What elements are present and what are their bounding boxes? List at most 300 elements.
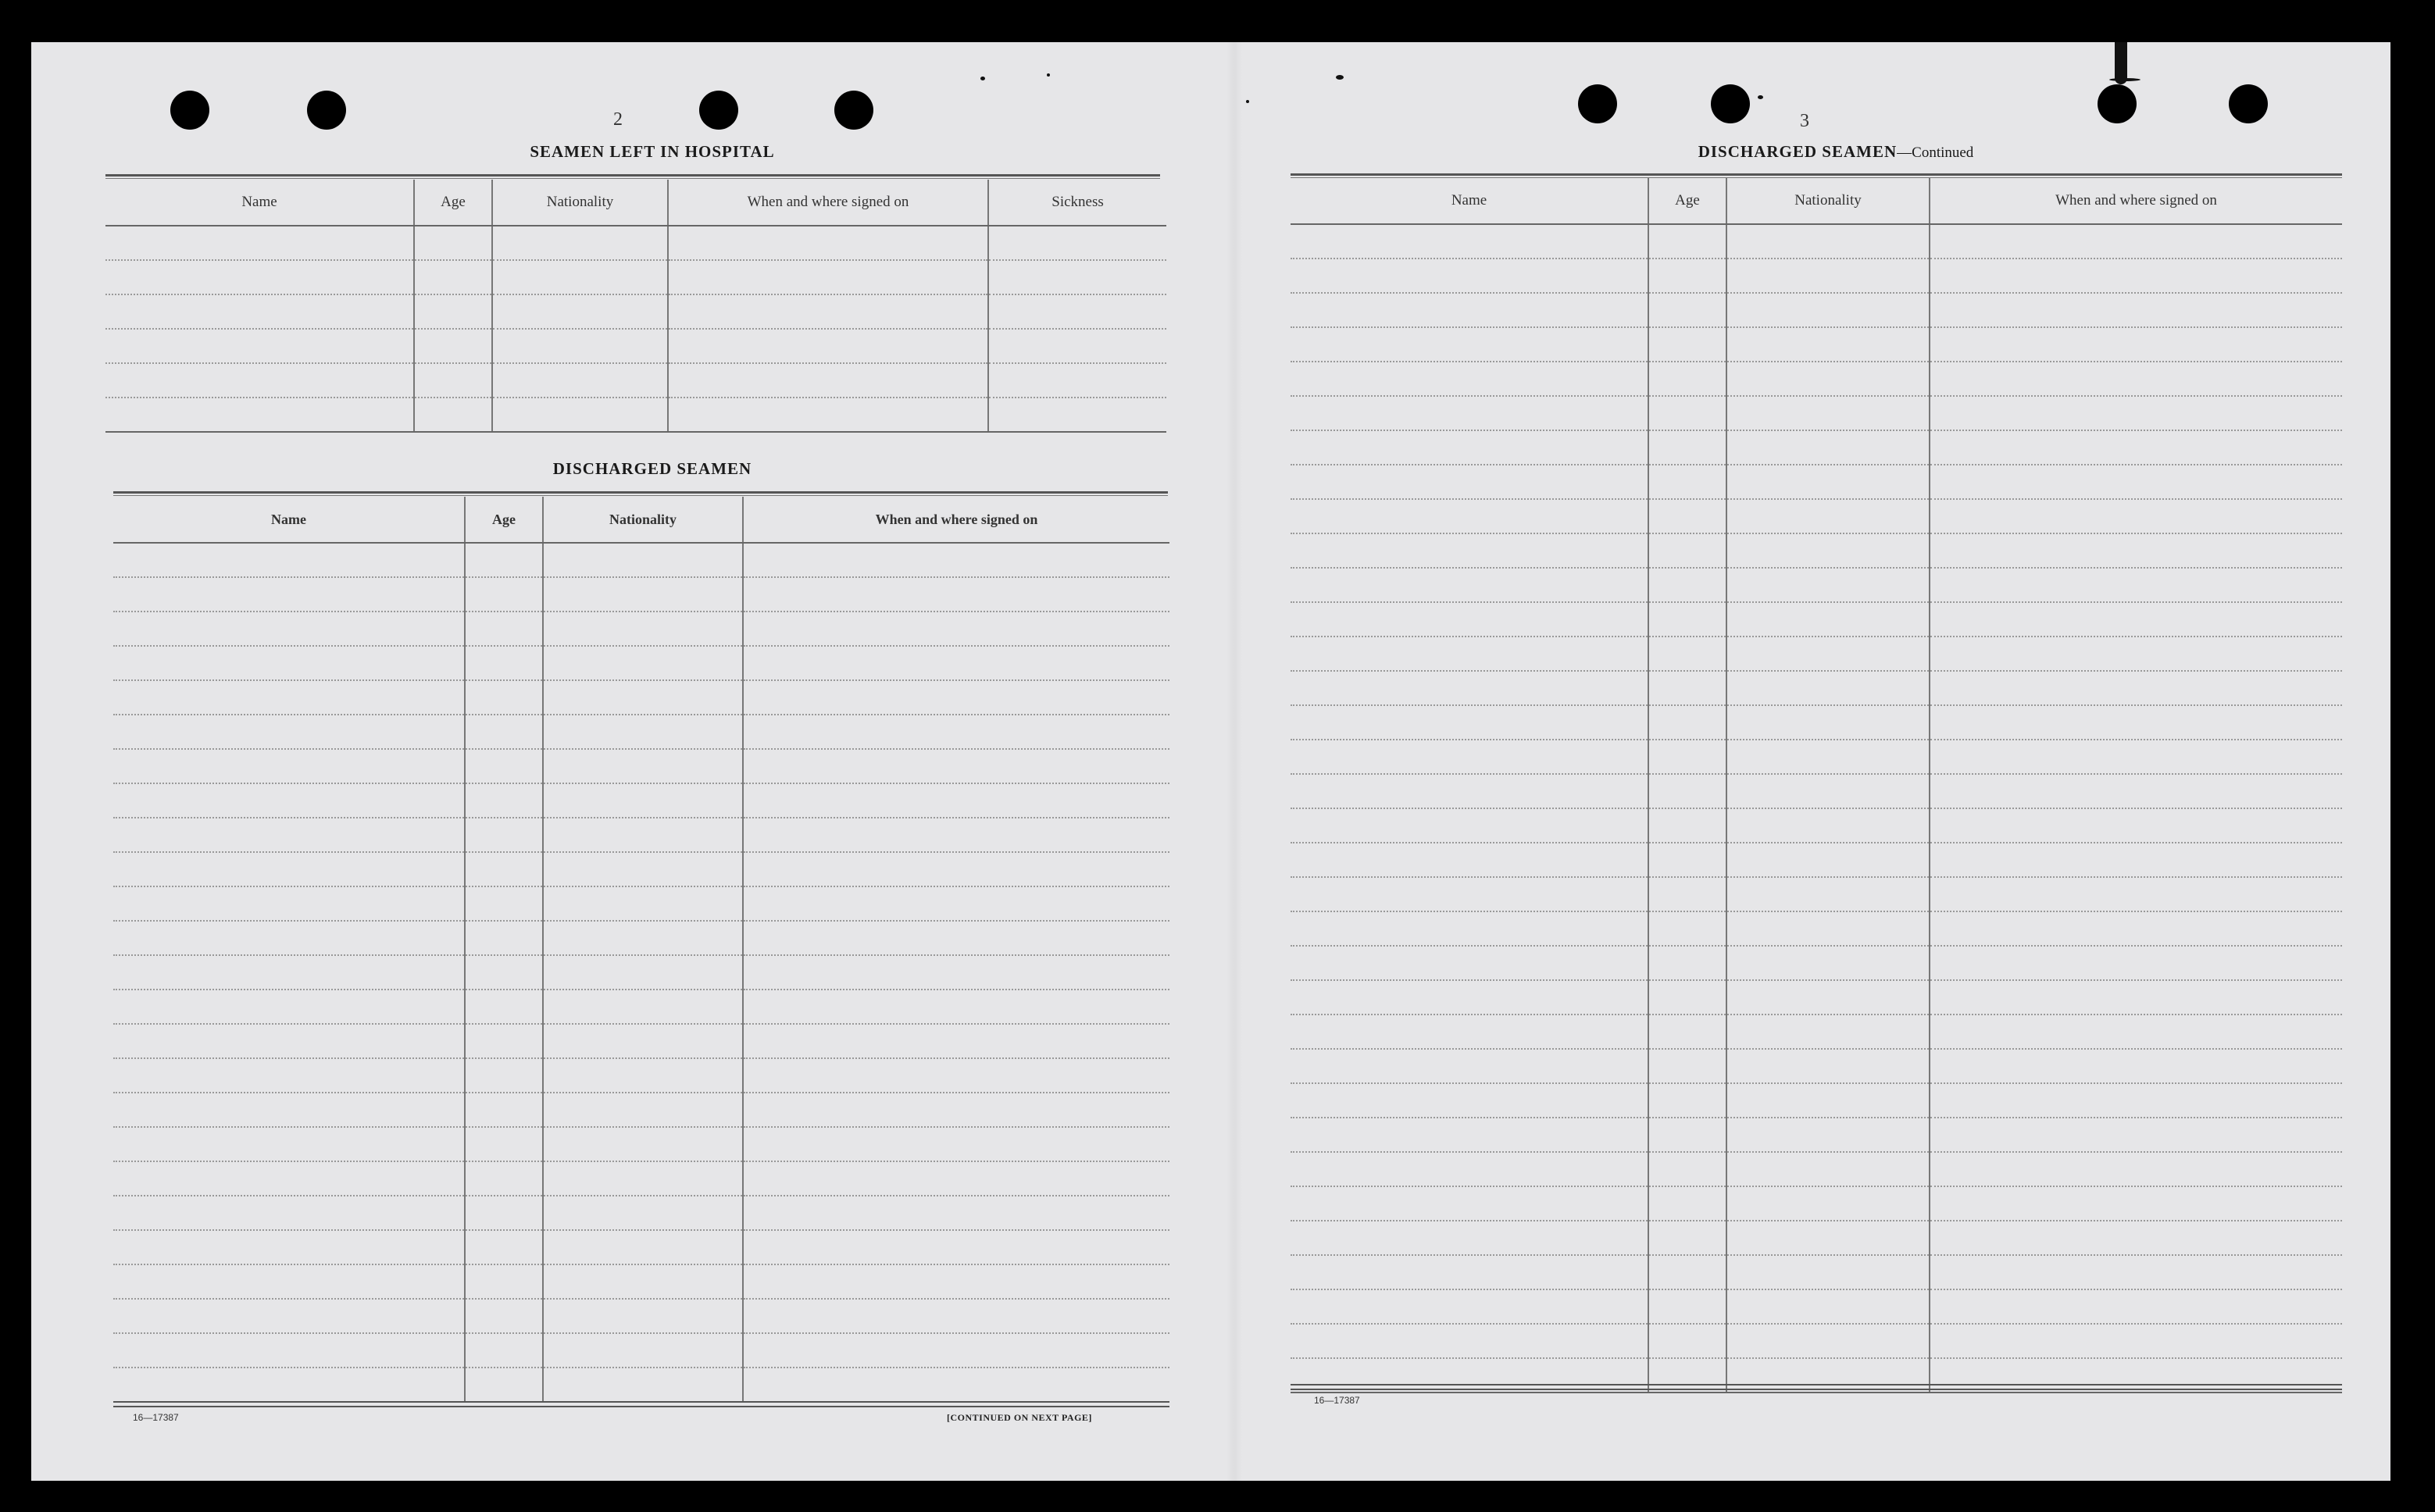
blank-cell <box>113 577 465 612</box>
speck <box>1336 75 1344 80</box>
blank-cell <box>543 749 743 783</box>
table-row <box>113 783 1169 818</box>
blank-cell <box>1726 671 1930 705</box>
blank-cell <box>1291 396 1648 430</box>
table-row <box>1291 740 2342 774</box>
table-row <box>113 852 1169 886</box>
table-row <box>113 990 1169 1024</box>
table-row <box>1291 465 2342 499</box>
blank-cell <box>1291 705 1648 740</box>
column-header-name: Name <box>105 180 414 226</box>
blank-cell <box>1648 774 1726 808</box>
blank-cell <box>1648 671 1726 705</box>
blank-cell <box>1726 1015 1930 1049</box>
blank-cell <box>1726 465 1930 499</box>
discharged-table <box>113 497 1169 1403</box>
blank-cell <box>113 921 465 955</box>
blank-cell <box>1930 533 2342 568</box>
blank-cell <box>543 1264 743 1299</box>
blank-cell <box>743 818 1169 852</box>
blank-cell <box>1726 568 1930 602</box>
blank-cell <box>1726 430 1930 465</box>
blank-cell <box>543 1093 743 1127</box>
table-row <box>1291 911 2342 946</box>
page-number-left: 2 <box>613 109 623 130</box>
table-row <box>105 329 1166 363</box>
blank-cell <box>414 260 492 294</box>
blank-cell <box>1648 1289 1726 1324</box>
blank-cell <box>465 1093 543 1127</box>
table-row <box>1291 808 2342 843</box>
blank-cell <box>414 329 492 363</box>
blank-cell <box>1648 1221 1726 1255</box>
blank-cell <box>1291 843 1648 877</box>
blank-cell <box>1648 602 1726 637</box>
table-row <box>113 1299 1169 1333</box>
blank-cell <box>105 226 414 260</box>
blank-cell <box>492 294 668 329</box>
table-row <box>1291 1118 2342 1152</box>
blank-cell <box>105 294 414 329</box>
blank-cell <box>1726 1221 1930 1255</box>
blank-cell <box>988 294 1166 329</box>
discharged-continued-table <box>1291 178 2342 1393</box>
blank-cell <box>1648 1324 1726 1358</box>
blank-cell <box>1648 396 1726 430</box>
blank-cell <box>465 577 543 612</box>
blank-cell <box>668 260 988 294</box>
blank-cell <box>543 1333 743 1368</box>
blank-cell <box>1930 705 2342 740</box>
blank-cell <box>1291 740 1648 774</box>
blank-cell <box>1648 740 1726 774</box>
blank-cell <box>1648 808 1726 843</box>
hospital-table <box>105 180 1166 433</box>
blank-cell <box>492 363 668 398</box>
blank-cell <box>743 783 1169 818</box>
blank-cell <box>465 612 543 646</box>
blank-cell <box>492 329 668 363</box>
table-row <box>1291 1083 2342 1118</box>
blank-cell <box>1930 1049 2342 1083</box>
table-row <box>105 363 1166 398</box>
table-row <box>1291 671 2342 705</box>
punch-hole <box>307 91 346 130</box>
blank-cell <box>1291 877 1648 911</box>
blank-cell <box>1726 1186 1930 1221</box>
speck <box>1047 73 1050 77</box>
table-row <box>1291 224 2342 259</box>
blank-cell <box>743 543 1169 577</box>
blank-cell <box>543 715 743 749</box>
blank-cell <box>1648 1255 1726 1289</box>
blank-cell <box>465 1127 543 1161</box>
blank-cell <box>1726 327 1930 362</box>
page-number-right: 3 <box>1800 111 1809 131</box>
blank-cell <box>1930 1118 2342 1152</box>
blank-cell <box>1291 430 1648 465</box>
blank-cell <box>1930 1289 2342 1324</box>
blank-cell <box>1726 259 1930 293</box>
table-row <box>1291 1255 2342 1289</box>
blank-cell <box>543 1127 743 1161</box>
table-row <box>113 1127 1169 1161</box>
table-row <box>1291 946 2342 980</box>
column-header-age: Age <box>1648 178 1726 224</box>
blank-cell <box>105 329 414 363</box>
blank-cell <box>1930 1255 2342 1289</box>
blank-cell <box>743 852 1169 886</box>
right-bottom-rule <box>1291 1384 2342 1390</box>
blank-cell <box>465 818 543 852</box>
blank-cell <box>465 1230 543 1264</box>
blank-cell <box>465 886 543 921</box>
blank-cell <box>113 1230 465 1264</box>
blank-cell <box>113 1093 465 1127</box>
blank-cell <box>1648 430 1726 465</box>
blank-cell <box>465 1333 543 1368</box>
blank-cell <box>1726 293 1930 327</box>
blank-cell <box>1291 946 1648 980</box>
blank-cell <box>743 1264 1169 1299</box>
center-fold <box>1226 42 1242 1481</box>
table-row <box>113 543 1169 577</box>
blank-cell <box>743 1333 1169 1368</box>
blank-cell <box>113 1161 465 1196</box>
table-row <box>1291 637 2342 671</box>
blank-cell <box>465 783 543 818</box>
blank-cell <box>668 329 988 363</box>
blank-cell <box>743 1127 1169 1161</box>
blank-cell <box>543 1161 743 1196</box>
blank-cell <box>113 955 465 990</box>
punch-hole <box>170 91 209 130</box>
blank-cell <box>1726 1118 1930 1152</box>
blank-cell <box>543 1299 743 1333</box>
table-row <box>113 886 1169 921</box>
blank-cell <box>465 1299 543 1333</box>
blank-cell <box>543 680 743 715</box>
table-row <box>113 1058 1169 1093</box>
blank-cell <box>543 921 743 955</box>
speck <box>1246 100 1249 103</box>
blank-cell <box>1930 637 2342 671</box>
table-row <box>113 1230 1169 1264</box>
blank-cell <box>1648 911 1726 946</box>
blank-cell <box>113 1333 465 1368</box>
table-header-row <box>1291 178 2342 224</box>
blank-cell <box>1291 224 1648 259</box>
table-row <box>113 818 1169 852</box>
blank-cell <box>492 226 668 260</box>
table-row <box>113 612 1169 646</box>
blank-cell <box>1930 808 2342 843</box>
blank-cell <box>113 1058 465 1093</box>
blank-cell <box>1648 499 1726 533</box>
blank-cell <box>743 1196 1169 1230</box>
table-row <box>1291 396 2342 430</box>
column-header-nationality: Nationality <box>492 180 668 226</box>
blank-cell <box>1726 362 1930 396</box>
blank-cell <box>1648 1083 1726 1118</box>
speck <box>980 77 985 80</box>
blank-cell <box>1291 568 1648 602</box>
blank-cell <box>105 398 414 432</box>
blank-cell <box>1648 1186 1726 1221</box>
blank-cell <box>113 783 465 818</box>
blank-cell <box>1726 637 1930 671</box>
column-header-signed-on: When and where signed on <box>1930 178 2342 224</box>
table-row <box>113 715 1169 749</box>
blank-cell <box>1726 1289 1930 1324</box>
blank-cell <box>1726 877 1930 911</box>
table-row <box>1291 1186 2342 1221</box>
blank-cell <box>743 715 1169 749</box>
blank-cell <box>1726 808 1930 843</box>
blank-cell <box>113 1127 465 1161</box>
speck <box>2115 42 2127 84</box>
blank-cell <box>1291 362 1648 396</box>
table-row <box>105 294 1166 329</box>
blank-cell <box>1648 1015 1726 1049</box>
blank-cell <box>105 363 414 398</box>
blank-cell <box>988 226 1166 260</box>
blank-cell <box>1291 1118 1648 1152</box>
blank-cell <box>1291 327 1648 362</box>
blank-cell <box>1930 877 2342 911</box>
blank-cell <box>1291 499 1648 533</box>
blank-cell <box>1930 1015 2342 1049</box>
blank-cell <box>743 612 1169 646</box>
column-header-age: Age <box>465 497 543 543</box>
blank-cell <box>465 1264 543 1299</box>
blank-cell <box>113 852 465 886</box>
table-row <box>1291 1289 2342 1324</box>
table-row <box>105 260 1166 294</box>
blank-cell <box>543 1230 743 1264</box>
blank-cell <box>543 852 743 886</box>
blank-cell <box>1930 1083 2342 1118</box>
document-paper <box>31 42 2390 1481</box>
blank-cell <box>465 1196 543 1230</box>
blank-cell <box>743 955 1169 990</box>
blank-cell <box>1930 362 2342 396</box>
table-row <box>105 226 1166 260</box>
blank-cell <box>743 1299 1169 1333</box>
blank-cell <box>414 226 492 260</box>
blank-cell <box>1291 671 1648 705</box>
hospital-top-rule <box>105 174 1160 179</box>
blank-cell <box>1930 671 2342 705</box>
table-row <box>113 1333 1169 1368</box>
punch-hole <box>2229 84 2268 123</box>
hospital-section-title: SEAMEN LEFT IN HOSPITAL <box>530 142 775 161</box>
blank-cell <box>1648 705 1726 740</box>
discharged-section-title: DISCHARGED SEAMEN <box>552 459 752 478</box>
discharged-continued-title-text: DISCHARGED SEAMEN <box>1698 142 1898 161</box>
blank-cell <box>1648 293 1726 327</box>
blank-cell <box>465 990 543 1024</box>
blank-cell <box>414 398 492 432</box>
blank-cell <box>1648 465 1726 499</box>
table-row <box>105 398 1166 432</box>
blank-cell <box>1648 843 1726 877</box>
table-row <box>1291 774 2342 808</box>
blank-cell <box>743 1093 1169 1127</box>
column-header-age: Age <box>414 180 492 226</box>
table-row <box>113 955 1169 990</box>
blank-cell <box>988 329 1166 363</box>
blank-cell <box>113 715 465 749</box>
table-row <box>113 577 1169 612</box>
blank-cell <box>1291 259 1648 293</box>
table-row <box>113 1264 1169 1299</box>
blank-cell <box>743 1058 1169 1093</box>
blank-cell <box>1726 224 1930 259</box>
table-row <box>1291 259 2342 293</box>
blank-cell <box>1930 430 2342 465</box>
blank-cell <box>1648 259 1726 293</box>
blank-cell <box>113 1299 465 1333</box>
blank-cell <box>743 990 1169 1024</box>
blank-cell <box>743 680 1169 715</box>
blank-cell <box>1930 259 2342 293</box>
blank-cell <box>1726 1083 1930 1118</box>
table-row <box>1291 499 2342 533</box>
blank-cell <box>465 646 543 680</box>
blank-cell <box>105 260 414 294</box>
column-header-name: Name <box>1291 178 1648 224</box>
blank-cell <box>1291 637 1648 671</box>
blank-cell <box>113 680 465 715</box>
blank-cell <box>113 543 465 577</box>
table-row <box>1291 568 2342 602</box>
blank-cell <box>1648 1049 1726 1083</box>
blank-cell <box>1726 533 1930 568</box>
table-row <box>113 680 1169 715</box>
blank-cell <box>1291 602 1648 637</box>
blank-cell <box>492 398 668 432</box>
table-row <box>1291 602 2342 637</box>
blank-cell <box>1930 224 2342 259</box>
blank-cell <box>414 363 492 398</box>
blank-cell <box>1291 980 1648 1015</box>
blank-cell <box>1930 1221 2342 1255</box>
blank-cell <box>1726 396 1930 430</box>
blank-cell <box>465 680 543 715</box>
blank-cell <box>1930 843 2342 877</box>
blank-cell <box>1291 1015 1648 1049</box>
discharged-top-rule <box>113 491 1168 496</box>
blank-cell <box>543 818 743 852</box>
continued-suffix: —Continued <box>1897 144 1974 161</box>
blank-cell <box>543 1024 743 1058</box>
blank-cell <box>543 783 743 818</box>
blank-cell <box>1726 1324 1930 1358</box>
blank-cell <box>1930 602 2342 637</box>
table-row <box>1291 1152 2342 1186</box>
blank-cell <box>1726 705 1930 740</box>
table-row <box>113 1368 1169 1402</box>
blank-cell <box>1291 1186 1648 1221</box>
blank-cell <box>1648 877 1726 911</box>
blank-cell <box>113 612 465 646</box>
table-row <box>1291 1015 2342 1049</box>
blank-cell <box>543 612 743 646</box>
table-row <box>113 749 1169 783</box>
blank-cell <box>1648 1152 1726 1186</box>
blank-cell <box>1930 499 2342 533</box>
blank-cell <box>113 1024 465 1058</box>
blank-cell <box>1648 946 1726 980</box>
blank-cell <box>668 398 988 432</box>
blank-cell <box>1291 911 1648 946</box>
table-header-row <box>113 497 1169 543</box>
column-header-nationality: Nationality <box>1726 178 1930 224</box>
blank-cell <box>743 1368 1169 1402</box>
speck <box>1758 95 1763 99</box>
punch-hole <box>1711 84 1750 123</box>
blank-cell <box>668 294 988 329</box>
blank-cell <box>1930 396 2342 430</box>
blank-cell <box>1291 1324 1648 1358</box>
table-row <box>1291 533 2342 568</box>
blank-cell <box>465 1058 543 1093</box>
blank-cell <box>465 1161 543 1196</box>
blank-cell <box>1291 1152 1648 1186</box>
blank-cell <box>113 1264 465 1299</box>
blank-cell <box>543 1058 743 1093</box>
blank-cell <box>1648 327 1726 362</box>
blank-cell <box>743 921 1169 955</box>
table-header-row <box>105 180 1166 226</box>
column-header-signed-on: When and where signed on <box>743 497 1169 543</box>
column-header-nationality: Nationality <box>543 497 743 543</box>
blank-cell <box>543 990 743 1024</box>
blank-cell <box>743 1161 1169 1196</box>
blank-cell <box>1726 946 1930 980</box>
table-row <box>1291 293 2342 327</box>
table-row <box>113 921 1169 955</box>
blank-cell <box>1726 843 1930 877</box>
blank-cell <box>1930 774 2342 808</box>
blank-cell <box>1648 980 1726 1015</box>
left-bottom-rule <box>113 1401 1169 1407</box>
blank-cell <box>465 1024 543 1058</box>
table-row <box>1291 877 2342 911</box>
blank-cell <box>543 543 743 577</box>
blank-cell <box>465 715 543 749</box>
blank-cell <box>668 363 988 398</box>
table-row <box>113 1093 1169 1127</box>
blank-cell <box>465 921 543 955</box>
blank-cell <box>465 852 543 886</box>
blank-cell <box>743 886 1169 921</box>
blank-cell <box>1291 465 1648 499</box>
blank-cell <box>1726 740 1930 774</box>
blank-cell <box>465 1368 543 1402</box>
blank-cell <box>743 1230 1169 1264</box>
blank-cell <box>113 749 465 783</box>
punch-hole <box>834 91 873 130</box>
blank-cell <box>1930 465 2342 499</box>
blank-cell <box>543 886 743 921</box>
blank-cell <box>113 818 465 852</box>
blank-cell <box>988 260 1166 294</box>
blank-cell <box>1930 980 2342 1015</box>
blank-cell <box>1726 911 1930 946</box>
blank-cell <box>1930 1152 2342 1186</box>
